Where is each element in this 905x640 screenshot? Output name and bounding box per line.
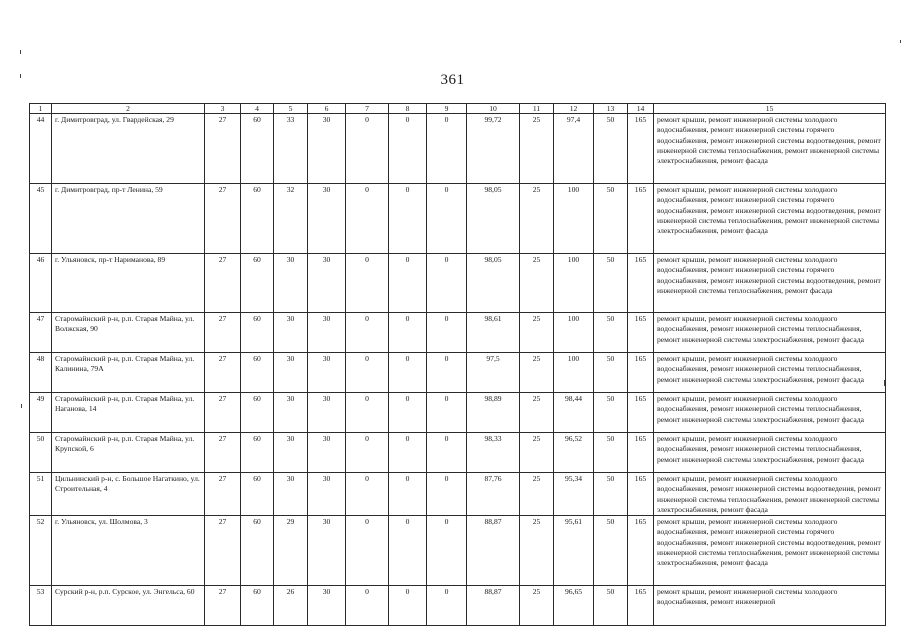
value-cell: 30 — [274, 313, 308, 353]
value-cell: 0 — [346, 254, 389, 313]
value-cell: 0 — [346, 313, 389, 353]
value-cell: 0 — [346, 586, 389, 626]
value-cell: 0 — [427, 586, 467, 626]
value-cell: 27 — [205, 114, 241, 184]
value-cell: 0 — [346, 393, 389, 433]
table-row — [30, 114, 886, 184]
value-cell: 165 — [628, 353, 654, 393]
value-cell: 95,34 — [554, 473, 594, 516]
row-number: 49 — [30, 393, 52, 433]
table-row — [30, 393, 886, 433]
value-cell: 0 — [427, 114, 467, 184]
value-cell: 30 — [274, 254, 308, 313]
value-cell: 60 — [241, 516, 274, 586]
value-cell: 50 — [594, 184, 628, 254]
value-cell: 100 — [554, 353, 594, 393]
value-cell: 25 — [520, 433, 554, 473]
value-cell: 60 — [241, 313, 274, 353]
value-cell: 50 — [594, 433, 628, 473]
value-cell: 96,52 — [554, 433, 594, 473]
row-number: 52 — [30, 516, 52, 586]
value-cell: 30 — [274, 393, 308, 433]
address-cell: г. Димитровград, ул. Гвардейская, 29 — [52, 114, 205, 184]
works-cell: ремонт крыши, ремонт инженерной системы холодного водоснабжения, ремонт инженерной системы теплоснабжения, ремонт инженерной системы электроснабжения, ремонт фасада — [654, 353, 886, 393]
value-cell: 0 — [427, 353, 467, 393]
value-cell: 97,4 — [554, 114, 594, 184]
value-cell: 50 — [594, 393, 628, 433]
value-cell: 95,61 — [554, 516, 594, 586]
works-cell: ремонт крыши, ремонт инженерной системы холодного водоснабжения, ремонт инженерной системы горячего водоснабжения, ремонт инженерной системы водоотведения, ремонт инженерной системы теплоснабжения, ремонт инженерной системы электроснабжения, ремонт фасада — [654, 516, 886, 586]
value-cell: 0 — [346, 516, 389, 586]
value-cell: 60 — [241, 114, 274, 184]
works-cell: ремонт крыши, ремонт инженерной системы холодного водоснабжения, ремонт инженерной системы горячего водоснабжения, ремонт инженерной системы водоотведения, ремонт инженерной системы теплоснабжения, ремонт инженерной системы электроснабжения, ремонт фасада — [654, 114, 886, 184]
scan-mark — [20, 50, 21, 54]
value-cell: 50 — [594, 353, 628, 393]
value-cell: 0 — [427, 393, 467, 433]
value-cell: 25 — [520, 393, 554, 433]
table-row — [30, 184, 886, 254]
value-cell: 98,05 — [467, 254, 520, 313]
address-cell: Цильнинский р-н, с. Большое Нагаткино, ул. Строительная, 4 — [52, 473, 205, 516]
table-row — [30, 473, 886, 516]
value-cell: 0 — [346, 473, 389, 516]
address-cell: Старомайнский р-н, р.п. Старая Майна, ул. Наганова, 14 — [52, 393, 205, 433]
value-cell: 25 — [520, 313, 554, 353]
value-cell: 27 — [205, 473, 241, 516]
column-header: 4 — [241, 104, 274, 114]
table-row — [30, 254, 886, 313]
value-cell: 100 — [554, 313, 594, 353]
value-cell: 0 — [389, 393, 427, 433]
value-cell: 50 — [594, 516, 628, 586]
value-cell: 98,44 — [554, 393, 594, 433]
value-cell: 165 — [628, 393, 654, 433]
data-table-container — [29, 103, 885, 626]
value-cell: 27 — [205, 353, 241, 393]
value-cell: 98,61 — [467, 313, 520, 353]
address-cell: Старомайнский р-н, р.п. Старая Майна, ул. Калинина, 79А — [52, 353, 205, 393]
value-cell: 30 — [274, 353, 308, 393]
value-cell: 25 — [520, 254, 554, 313]
column-header: 11 — [520, 104, 554, 114]
value-cell: 30 — [274, 473, 308, 516]
value-cell: 0 — [389, 433, 427, 473]
scan-mark — [900, 40, 901, 43]
value-cell: 165 — [628, 586, 654, 626]
table-row — [30, 586, 886, 626]
value-cell: 87,76 — [467, 473, 520, 516]
value-cell: 165 — [628, 114, 654, 184]
value-cell: 0 — [389, 353, 427, 393]
value-cell: 96,65 — [554, 586, 594, 626]
value-cell: 98,33 — [467, 433, 520, 473]
value-cell: 88,87 — [467, 516, 520, 586]
value-cell: 30 — [308, 473, 346, 516]
works-cell: ремонт крыши, ремонт инженерной системы холодного водоснабжения, ремонт инженерной системы теплоснабжения, ремонт инженерной системы электроснабжения, ремонт фасада — [654, 393, 886, 433]
works-cell: ремонт крыши, ремонт инженерной системы холодного водоснабжения, ремонт инженерной системы горячего водоснабжения, ремонт инженерной системы водоотведения, ремонт инженерной системы теплоснабжения, ремонт фасада — [654, 254, 886, 313]
column-header: 1 — [30, 104, 52, 114]
column-header: 15 — [654, 104, 886, 114]
value-cell: 0 — [427, 473, 467, 516]
value-cell: 27 — [205, 586, 241, 626]
value-cell: 100 — [554, 254, 594, 313]
value-cell: 30 — [308, 114, 346, 184]
value-cell: 60 — [241, 393, 274, 433]
value-cell: 27 — [205, 393, 241, 433]
value-cell: 33 — [274, 114, 308, 184]
value-cell: 165 — [628, 516, 654, 586]
address-cell: Старомайнский р-н, р.п. Старая Майна, ул. Волжская, 90 — [52, 313, 205, 353]
value-cell: 97,5 — [467, 353, 520, 393]
value-cell: 30 — [308, 313, 346, 353]
value-cell: 100 — [554, 184, 594, 254]
column-header: 3 — [205, 104, 241, 114]
column-header: 9 — [427, 104, 467, 114]
value-cell: 50 — [594, 254, 628, 313]
value-cell: 0 — [389, 473, 427, 516]
address-cell: г. Ульяновск, пр-т Нариманова, 89 — [52, 254, 205, 313]
value-cell: 29 — [274, 516, 308, 586]
value-cell: 30 — [308, 586, 346, 626]
value-cell: 27 — [205, 254, 241, 313]
value-cell: 0 — [346, 184, 389, 254]
value-cell: 30 — [308, 184, 346, 254]
value-cell: 25 — [520, 473, 554, 516]
table-row — [30, 353, 886, 393]
value-cell: 60 — [241, 433, 274, 473]
row-number: 51 — [30, 473, 52, 516]
value-cell: 60 — [241, 184, 274, 254]
value-cell: 30 — [308, 393, 346, 433]
column-header: 6 — [308, 104, 346, 114]
value-cell: 32 — [274, 184, 308, 254]
works-cell: ремонт крыши, ремонт инженерной системы холодного водоснабжения, ремонт инженерной — [654, 586, 886, 626]
address-cell: Старомайнский р-н, р.п. Старая Майна, ул. Крупской, 6 — [52, 433, 205, 473]
address-cell: г. Димитровград, пр-т Ленина, 59 — [52, 184, 205, 254]
value-cell: 99,72 — [467, 114, 520, 184]
value-cell: 27 — [205, 313, 241, 353]
works-cell: ремонт крыши, ремонт инженерной системы холодного водоснабжения, ремонт инженерной системы теплоснабжения, ремонт инженерной системы электроснабжения, ремонт фасада — [654, 433, 886, 473]
row-number: 47 — [30, 313, 52, 353]
column-header: 5 — [274, 104, 308, 114]
value-cell: 0 — [427, 313, 467, 353]
row-number: 44 — [30, 114, 52, 184]
value-cell: 50 — [594, 313, 628, 353]
value-cell: 60 — [241, 353, 274, 393]
table-row — [30, 433, 886, 473]
value-cell: 0 — [427, 254, 467, 313]
value-cell: 0 — [389, 114, 427, 184]
value-cell: 30 — [274, 433, 308, 473]
value-cell: 0 — [389, 586, 427, 626]
column-header: 14 — [628, 104, 654, 114]
value-cell: 88,87 — [467, 586, 520, 626]
value-cell: 25 — [520, 184, 554, 254]
address-cell: г. Ульяновск, ул. Шолмова, 3 — [52, 516, 205, 586]
row-number: 50 — [30, 433, 52, 473]
value-cell: 165 — [628, 254, 654, 313]
value-cell: 50 — [594, 586, 628, 626]
value-cell: 165 — [628, 313, 654, 353]
value-cell: 25 — [520, 516, 554, 586]
value-cell: 25 — [520, 114, 554, 184]
value-cell: 30 — [308, 353, 346, 393]
value-cell: 50 — [594, 473, 628, 516]
value-cell: 27 — [205, 516, 241, 586]
page-number: 361 — [440, 72, 465, 88]
row-number: 46 — [30, 254, 52, 313]
column-header: 2 — [52, 104, 205, 114]
scan-mark — [21, 404, 22, 408]
value-cell: 27 — [205, 184, 241, 254]
value-cell: 0 — [389, 254, 427, 313]
value-cell: 98,89 — [467, 393, 520, 433]
value-cell: 0 — [346, 353, 389, 393]
value-cell: 0 — [389, 516, 427, 586]
works-cell: ремонт крыши, ремонт инженерной системы холодного водоснабжения, ремонт инженерной системы теплоснабжения, ремонт инженерной системы электроснабжения, ремонт фасада — [654, 313, 886, 353]
value-cell: 165 — [628, 473, 654, 516]
column-header: 13 — [594, 104, 628, 114]
value-cell: 26 — [274, 586, 308, 626]
value-cell: 25 — [520, 353, 554, 393]
value-cell: 98,05 — [467, 184, 520, 254]
value-cell: 165 — [628, 184, 654, 254]
table-row — [30, 313, 886, 353]
value-cell: 0 — [427, 184, 467, 254]
data-table — [29, 103, 886, 626]
value-cell: 50 — [594, 114, 628, 184]
value-cell: 30 — [308, 516, 346, 586]
column-header: 7 — [346, 104, 389, 114]
value-cell: 0 — [389, 313, 427, 353]
value-cell: 0 — [427, 433, 467, 473]
column-header: 10 — [467, 104, 520, 114]
works-cell: ремонт крыши, ремонт инженерной системы холодного водоснабжения, ремонт инженерной системы горячего водоснабжения, ремонт инженерной системы водоотведения, ремонт инженерной системы теплоснабжения, ремонт инженерной системы электроснабжения, ремонт фасада — [654, 184, 886, 254]
value-cell: 60 — [241, 586, 274, 626]
value-cell: 27 — [205, 433, 241, 473]
address-cell: Сурский р-н, р.п. Сурское, ул. Энгельса, 60 — [52, 586, 205, 626]
value-cell: 60 — [241, 473, 274, 516]
row-number: 48 — [30, 353, 52, 393]
row-number: 53 — [30, 586, 52, 626]
column-header: 12 — [554, 104, 594, 114]
value-cell: 0 — [346, 114, 389, 184]
value-cell: 60 — [241, 254, 274, 313]
table-row — [30, 516, 886, 586]
value-cell: 30 — [308, 254, 346, 313]
value-cell: 25 — [520, 586, 554, 626]
value-cell: 0 — [389, 184, 427, 254]
value-cell: 0 — [427, 516, 467, 586]
works-cell: ремонт крыши, ремонт инженерной системы холодного водоснабжения, ремонт инженерной системы водоотведения, ремонт инженерной системы теплоснабжения, ремонт инженерной системы электроснабжения, ремонт фасада — [654, 473, 886, 516]
column-header: 8 — [389, 104, 427, 114]
table-body — [30, 114, 886, 626]
value-cell: 165 — [628, 433, 654, 473]
value-cell: 30 — [308, 433, 346, 473]
header-row — [30, 104, 886, 114]
row-number: 45 — [30, 184, 52, 254]
value-cell: 0 — [346, 433, 389, 473]
